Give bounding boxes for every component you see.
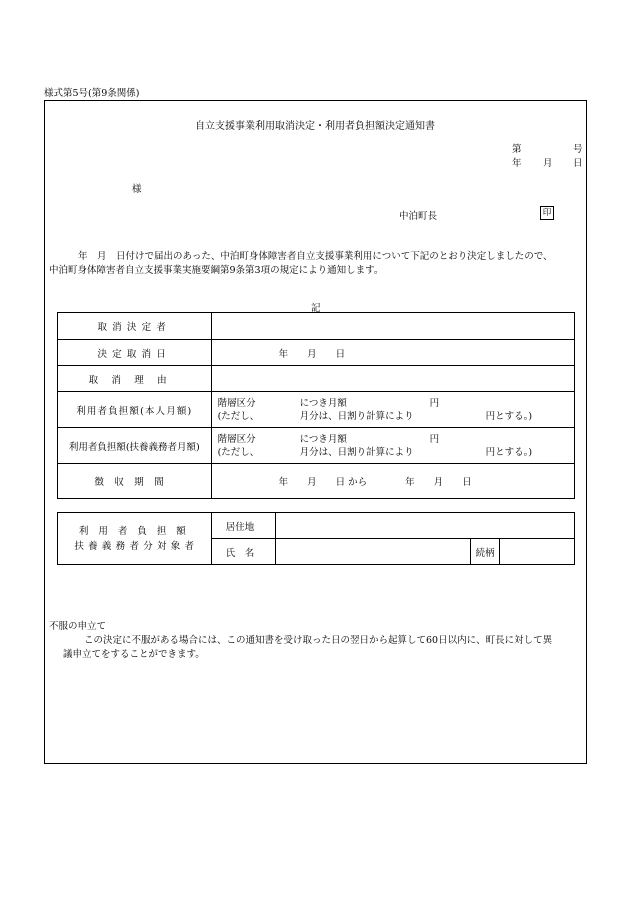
appeal-line-2: 議申立てをすることができます。: [63, 649, 205, 660]
seal-stamp: 印: [540, 206, 554, 220]
table-row: [58, 464, 575, 499]
document-title: 自立支援事業利用取消決定・利用者負担額決定通知書: [195, 121, 435, 132]
guardian-target-label: [58, 513, 212, 565]
body-line-2: 中泊町身体障害者自立支援事業実施要綱第9条第3項の規定により通知します。: [49, 265, 384, 276]
guardian-burden-value: [211, 428, 574, 464]
appeal-line-1: この決定に不服がある場合には、この通知書を受け取った日の翌日から起算して60日以内に、町長に対して異: [84, 635, 553, 646]
yen-label: 円: [429, 397, 440, 409]
recipient-suffix: 様: [132, 184, 142, 195]
collection-period-value: 年 月 日 から 年 月 日: [211, 464, 574, 499]
table-row: [58, 313, 575, 340]
prorate-label: 月分は、日割り計算により: [299, 410, 414, 422]
cancel-date-value: 年 月 日: [211, 340, 574, 366]
monthly-label: につき月額: [299, 397, 347, 409]
prorate-label: 月分は、日割り計算により: [299, 446, 414, 458]
tier-label: 階層区分: [217, 397, 256, 409]
date-hi: 日: [573, 158, 583, 169]
guardian-burden-label: 利用者負担額(扶養義務者月額): [58, 428, 212, 464]
yen-label: 円: [429, 433, 440, 445]
self-burden-value: [211, 392, 574, 428]
number-go: 号: [573, 144, 583, 155]
guardian-label-line2: 扶養義務者分対象者: [74, 540, 199, 552]
date-tsuki: 月: [543, 158, 553, 169]
proviso-label: (ただし、: [217, 410, 260, 422]
tier-label: 階層区分: [217, 433, 256, 445]
appeal-title: 不服の申立て: [49, 621, 107, 632]
self-burden-label: 利用者負担額(本人月額): [58, 392, 212, 428]
relation-label: 続柄: [471, 539, 500, 565]
address-label: 居住地: [211, 513, 275, 539]
guardian-table: [57, 512, 575, 565]
cancel-decider-value: [211, 313, 574, 340]
table-row: [58, 513, 575, 539]
table-row: [58, 366, 575, 392]
name-label: 氏 名: [211, 539, 275, 565]
name-value: [275, 539, 471, 565]
address-value: [275, 513, 574, 539]
table-row: [58, 428, 575, 464]
yen-tosuru-label: 円とする。): [485, 410, 533, 422]
collection-period-label: 徴収期間: [58, 464, 212, 499]
guardian-label-line1: 利用者負担額: [78, 525, 196, 537]
decision-table: [57, 312, 575, 499]
ki-heading: 記: [311, 303, 321, 314]
cancel-decider-label: 取消決定者: [58, 313, 212, 340]
relation-value: [500, 539, 575, 565]
form-label: 様式第5号(第9条関係): [44, 88, 140, 99]
monthly-label: につき月額: [299, 433, 347, 445]
number-dai: 第: [512, 144, 522, 155]
table-row: [58, 340, 575, 366]
table-row: [58, 392, 575, 428]
cancel-reason-label: 取消理由: [58, 366, 212, 392]
issuer: 中泊町長: [399, 211, 438, 222]
yen-tosuru-label: 円とする。): [485, 446, 533, 458]
proviso-label: (ただし、: [217, 446, 260, 458]
body-line-1: 年 月 日付けで届出のあった、中泊町身体障害者自立支援事業利用について下記のとおり決定しましたので、: [78, 251, 553, 262]
date-nen: 年: [512, 158, 522, 169]
cancel-reason-value: [211, 366, 574, 392]
cancel-date-label: 決定取消日: [58, 340, 212, 366]
